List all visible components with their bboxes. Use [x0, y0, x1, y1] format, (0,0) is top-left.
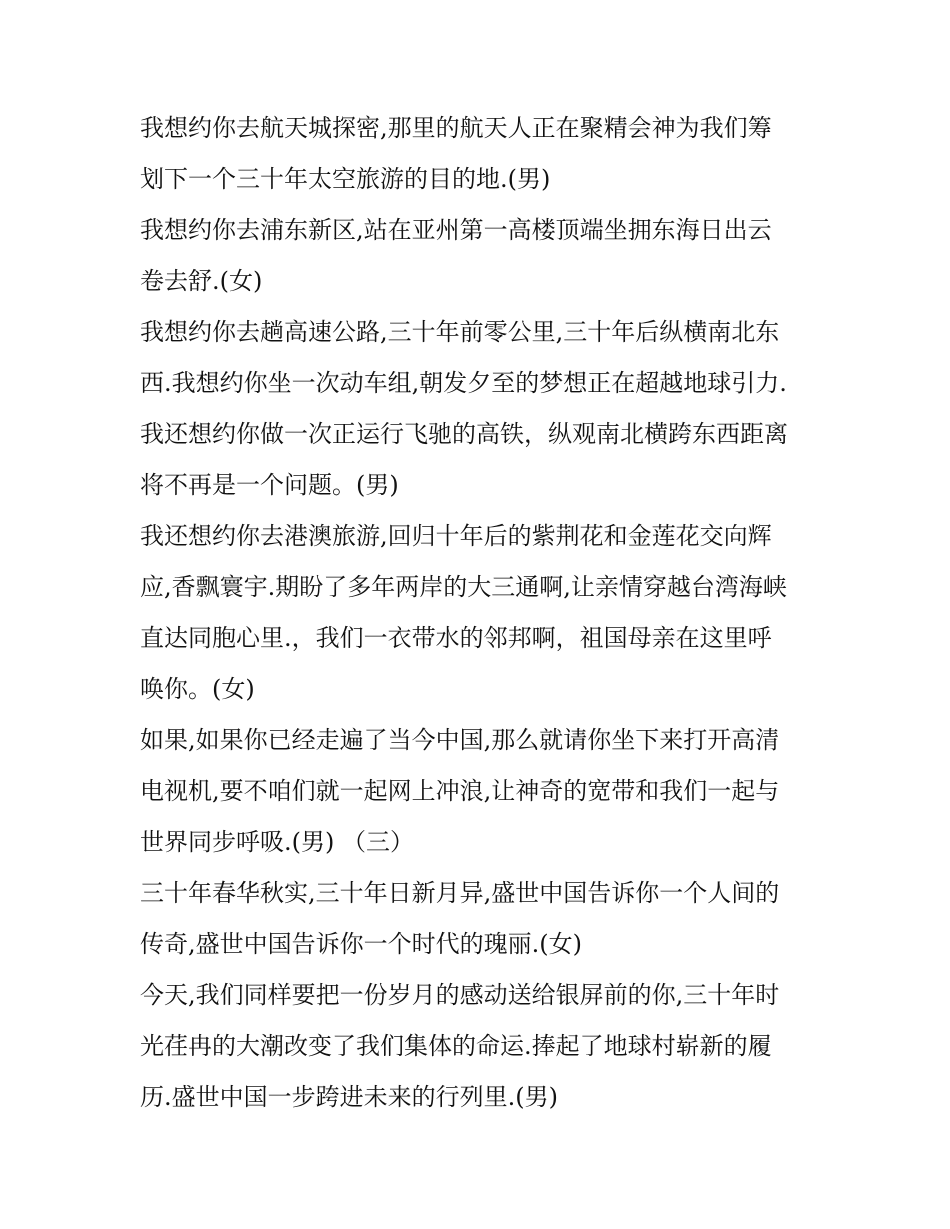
paragraph-4: 我还想约你去港澳旅游,回归十年后的紫荆花和金莲花交向辉 应,香飘寰宇.期盼了多年两岸的大三通啊,让亲情穿越台湾海峡 直达同胞心里.，我们一衣带水的邻邦啊，祖国母亲在这里呼 唤你。(女) [140, 522, 787, 703]
document-body [140, 103, 812, 1123]
paragraph-5: 如果,如果你已经走遍了当今中国,那么就请你坐下来打开高清 电视机,要不咱们就一起网上冲浪,让神奇的宽带和我们一起与 世界同步呼吸.(男) （三） [140, 726, 780, 856]
paragraph-6: 三十年春华秋实,三十年日新月异,盛世中国告诉你一个人间的 传奇,盛世中国告诉你一个时代的瑰丽.(女) [140, 879, 780, 958]
paragraph-7: 今天,我们同样要把一份岁月的感动送给银屏前的你,三十年时 光荏冉的大潮改变了我们集体的命运.捧起了地球村崭新的履 历.盛世中国一步跨进未来的行列里.(男) [140, 981, 780, 1111]
paragraph-3: 我想约你去趟高速公路,三十年前零公里,三十年后纵横南北东 西.我想约你坐一次动车组,朝发夕至的梦想正在超越地球引力. 我还想约你做一次正运行飞驰的高铁，纵观南北横跨东西距离 将不再是一个问题。(男) [140, 318, 788, 499]
paragraph-1: 我想约你去航天城探密,那里的航天人正在聚精会神为我们筹 划下一个三十年太空旅游的目的地.(男) [140, 114, 772, 193]
paragraph-2: 我想约你去浦东新区,站在亚州第一高楼顶端坐拥东海日出云 卷去舒.(女) [140, 216, 772, 295]
